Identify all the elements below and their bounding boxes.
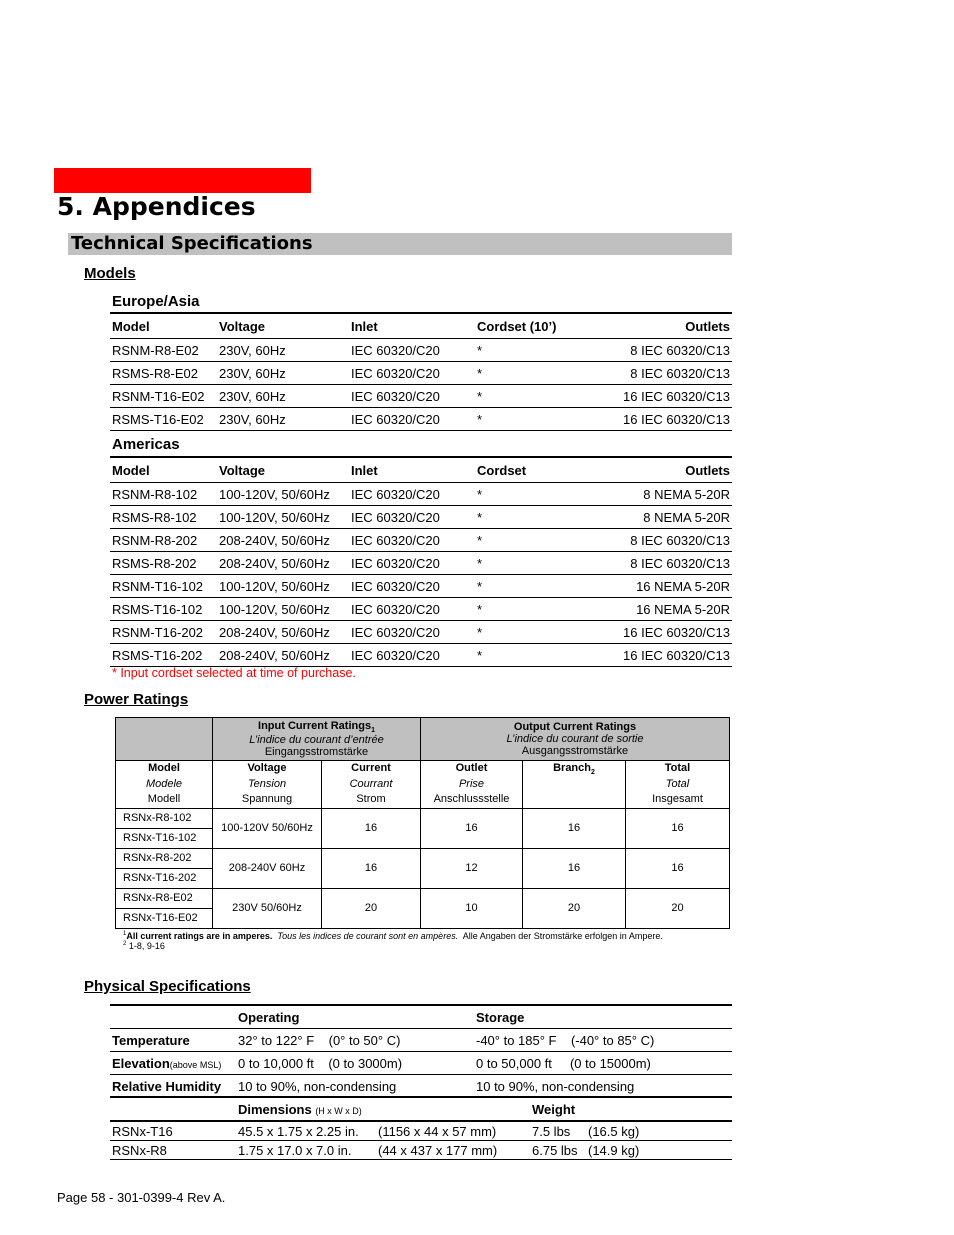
table-cell: RSMS-R8-102	[110, 506, 217, 529]
env-label: Temperature	[112, 1032, 190, 1048]
column-header: Model	[112, 318, 150, 334]
table-cell: 208-240V, 50/60Hz	[217, 552, 349, 575]
column-header: Voltage	[219, 318, 265, 334]
env-operating: 0 to 10,000 ft (0 to 3000m)	[238, 1055, 403, 1071]
table-cell: 208-240V, 50/60Hz	[217, 621, 349, 644]
power-branch-cell: 16	[523, 848, 626, 888]
power-voltage-cell: 230V 50/60Hz	[213, 888, 322, 928]
table-cell: 16 NEMA 5-20R	[605, 598, 732, 621]
models-heading: Models	[84, 265, 136, 282]
col-branch: Branch$_2$	[523, 761, 626, 809]
table-cell: IEC 60320/C20	[349, 552, 475, 575]
power-outlet-cell: 10	[421, 888, 523, 928]
dimension-lbs: 7.5 lbs	[532, 1123, 571, 1139]
table-cell: 16 IEC 60320/C13	[605, 385, 732, 408]
power-row	[116, 848, 730, 868]
power-outlet-cell: 16	[421, 808, 523, 848]
table-cell: 16 IEC 60320/C13	[605, 621, 732, 644]
env-row	[110, 1029, 732, 1052]
table-cell: 8 NEMA 5-20R	[605, 483, 732, 506]
table-cell: *	[475, 575, 605, 598]
table-cell: IEC 60320/C20	[349, 408, 475, 431]
table-cell: IEC 60320/C20	[349, 385, 475, 408]
table-cell: 230V, 60Hz	[217, 362, 349, 385]
europe-models-table	[110, 312, 732, 431]
table-cell: *	[475, 483, 605, 506]
table-row	[110, 644, 732, 667]
power-header-blank	[116, 718, 213, 761]
power-branch-cell: 20	[523, 888, 626, 928]
table-row	[110, 506, 732, 529]
env-operating: 10 to 90%, non-condensing	[238, 1078, 397, 1094]
dimension-row	[110, 1121, 732, 1141]
table-cell: 8 IEC 60320/C13	[605, 529, 732, 552]
table-cell: 100-120V, 50/60Hz	[217, 506, 349, 529]
table-cell: RSNM-T16-102	[110, 575, 217, 598]
power-ratings-heading: Power Ratings	[84, 691, 189, 708]
col-voltage: Voltage Tension Spannung	[213, 761, 322, 809]
table-cell: RSNM-R8-102	[110, 483, 217, 506]
table-cell: IEC 60320/C20	[349, 339, 475, 362]
table-cell: 8 NEMA 5-20R	[605, 506, 732, 529]
dimension-in: 1.75 x 17.0 x 7.0 in.	[238, 1142, 352, 1158]
dimension-in: 45.5 x 1.75 x 2.25 in.	[238, 1123, 359, 1139]
env-row	[110, 1052, 732, 1075]
table-row	[110, 621, 732, 644]
env-storage: 0 to 50,000 ft (0 to 15000m)	[476, 1055, 651, 1071]
env-label: Relative Humidity	[112, 1078, 222, 1094]
table-cell: RSMS-T16-E02	[110, 408, 217, 431]
power-model-cell: RSNx-T16-202	[116, 868, 213, 888]
weight-header: Weight	[532, 1101, 576, 1117]
table-cell: *	[475, 408, 605, 431]
table-cell: *	[475, 644, 605, 667]
col-current: Current Courrant Strom	[322, 761, 421, 809]
chapter-red-bar	[54, 168, 311, 193]
column-header: Voltage	[219, 462, 265, 478]
power-voltage-cell: 208-240V 60Hz	[213, 848, 322, 888]
table-cell: IEC 60320/C20	[349, 362, 475, 385]
column-header: Inlet	[351, 318, 378, 334]
table-cell: IEC 60320/C20	[349, 575, 475, 598]
dimension-row	[110, 1141, 732, 1160]
power-voltage-cell: 100-120V 50/60Hz	[213, 808, 322, 848]
power-footnote-1: $^1$All current ratings are in amperes. Tous les indices de courant sont en ampères. Alle Angaben der Stromstärke erfolgen in Ampere.	[123, 931, 663, 941]
env-label: Elevation(above MSL)	[112, 1055, 222, 1071]
dimension-model: RSNx-R8	[112, 1142, 167, 1158]
table-row	[110, 362, 732, 385]
page-footer: Page 58 - 301-0399-4 Rev A.	[57, 1190, 226, 1205]
table-cell: 230V, 60Hz	[217, 408, 349, 431]
section-title: Technical Specifications	[71, 233, 313, 254]
table-row	[110, 483, 732, 506]
table-cell: *	[475, 598, 605, 621]
dimension-mm: (1156 x 44 x 57 mm)	[378, 1123, 497, 1139]
table-cell: RSNM-R8-202	[110, 529, 217, 552]
table-cell: 16 IEC 60320/C13	[605, 644, 732, 667]
table-cell: 100-120V, 50/60Hz	[217, 575, 349, 598]
dimension-model: RSNx-T16	[112, 1123, 173, 1139]
output-current-header: Output Current Ratings L’indice du courant de sortie Ausgangsstromstärke	[421, 718, 730, 761]
table-cell: 230V, 60Hz	[217, 385, 349, 408]
table-row	[110, 339, 732, 362]
table-cell: 8 IEC 60320/C13	[605, 552, 732, 575]
environment-table	[110, 1004, 732, 1098]
europe-heading: Europe/Asia	[112, 293, 200, 310]
table-row	[110, 385, 732, 408]
table-cell: 8 IEC 60320/C13	[605, 339, 732, 362]
col-model: Model Modele Modell	[116, 761, 213, 809]
table-cell: IEC 60320/C20	[349, 598, 475, 621]
table-cell: *	[475, 529, 605, 552]
power-total-cell: 16	[626, 848, 730, 888]
power-current-cell: 16	[322, 848, 421, 888]
power-total-cell: 20	[626, 888, 730, 928]
power-row	[116, 808, 730, 828]
table-row	[110, 408, 732, 431]
table-cell: *	[475, 385, 605, 408]
table-cell: RSMS-R8-202	[110, 552, 217, 575]
chapter-title: 5. Appendices	[57, 192, 256, 221]
dimension-mm: (44 x 437 x 177 mm)	[378, 1142, 498, 1158]
dimension-kg: (16.5 kg)	[588, 1123, 640, 1139]
env-operating: 32° to 122° F (0° to 50° C)	[238, 1032, 401, 1048]
table-cell: 16 IEC 60320/C13	[605, 408, 732, 431]
dimension-lbs: 6.75 lbs	[532, 1142, 578, 1158]
table-cell: 208-240V, 50/60Hz	[217, 644, 349, 667]
table-cell: IEC 60320/C20	[349, 483, 475, 506]
column-header: Outlets	[685, 462, 730, 478]
power-ratings-table	[115, 717, 730, 929]
input-current-header: Input Current Ratings$_1$ L’indice du courant d’entrée Eingangsstromstärke	[213, 718, 421, 761]
column-header: Cordset (10’)	[477, 318, 557, 334]
table-cell: *	[475, 506, 605, 529]
table-cell: RSNM-T16-202	[110, 621, 217, 644]
column-header: Inlet	[351, 462, 378, 478]
table-cell: RSNM-T16-E02	[110, 385, 217, 408]
power-footnote-2: $^2$ 1-8, 9-16	[123, 941, 165, 951]
table-cell: RSNM-R8-E02	[110, 339, 217, 362]
americas-heading: Americas	[112, 436, 180, 453]
column-header: Cordset	[477, 462, 527, 478]
power-model-cell: RSNx-T16-E02	[116, 908, 213, 928]
physical-specs-heading: Physical Specifications	[84, 978, 251, 995]
column-header: Outlets	[685, 318, 730, 334]
storage-header: Storage	[476, 1009, 525, 1025]
power-current-cell: 16	[322, 808, 421, 848]
power-total-cell: 16	[626, 808, 730, 848]
table-cell: *	[475, 552, 605, 575]
power-model-cell: RSNx-R8-202	[116, 848, 213, 868]
table-row	[110, 598, 732, 621]
col-total: Total Total Insgesamt	[626, 761, 730, 809]
table-cell: RSMS-R8-E02	[110, 362, 217, 385]
table-cell: 230V, 60Hz	[217, 339, 349, 362]
table-cell: 8 IEC 60320/C13	[605, 362, 732, 385]
table-cell: RSMS-T16-202	[110, 644, 217, 667]
dimensions-header: Dimensions (H x W x D)	[238, 1101, 362, 1117]
table-cell: *	[475, 621, 605, 644]
table-cell: *	[475, 362, 605, 385]
table-cell: RSMS-T16-102	[110, 598, 217, 621]
cordset-note: * Input cordset selected at time of purchase.	[112, 666, 356, 680]
americas-models-table	[110, 456, 732, 667]
table-cell: IEC 60320/C20	[349, 529, 475, 552]
env-storage: -40° to 185° F (-40° to 85° C)	[476, 1032, 655, 1048]
table-cell: IEC 60320/C20	[349, 621, 475, 644]
table-cell: *	[475, 339, 605, 362]
operating-header: Operating	[238, 1009, 300, 1025]
table-row	[110, 575, 732, 598]
env-row	[110, 1075, 732, 1098]
power-current-cell: 20	[322, 888, 421, 928]
power-outlet-cell: 12	[421, 848, 523, 888]
table-cell: 100-120V, 50/60Hz	[217, 483, 349, 506]
power-model-cell: RSNx-T16-102	[116, 828, 213, 848]
table-cell: IEC 60320/C20	[349, 644, 475, 667]
table-cell: 100-120V, 50/60Hz	[217, 598, 349, 621]
env-storage: 10 to 90%, non-condensing	[476, 1078, 635, 1094]
table-cell: 208-240V, 50/60Hz	[217, 529, 349, 552]
power-branch-cell: 16	[523, 808, 626, 848]
power-row	[116, 888, 730, 908]
column-header: Model	[112, 462, 150, 478]
table-cell: 16 NEMA 5-20R	[605, 575, 732, 598]
col-outlet: Outlet Prise Anschlussstelle	[421, 761, 523, 809]
dimensions-table	[110, 1096, 732, 1160]
table-cell: IEC 60320/C20	[349, 506, 475, 529]
power-model-cell: RSNx-R8-E02	[116, 888, 213, 908]
table-row	[110, 552, 732, 575]
table-row	[110, 529, 732, 552]
power-model-cell: RSNx-R8-102	[116, 808, 213, 828]
dimension-kg: (14.9 kg)	[588, 1142, 640, 1158]
